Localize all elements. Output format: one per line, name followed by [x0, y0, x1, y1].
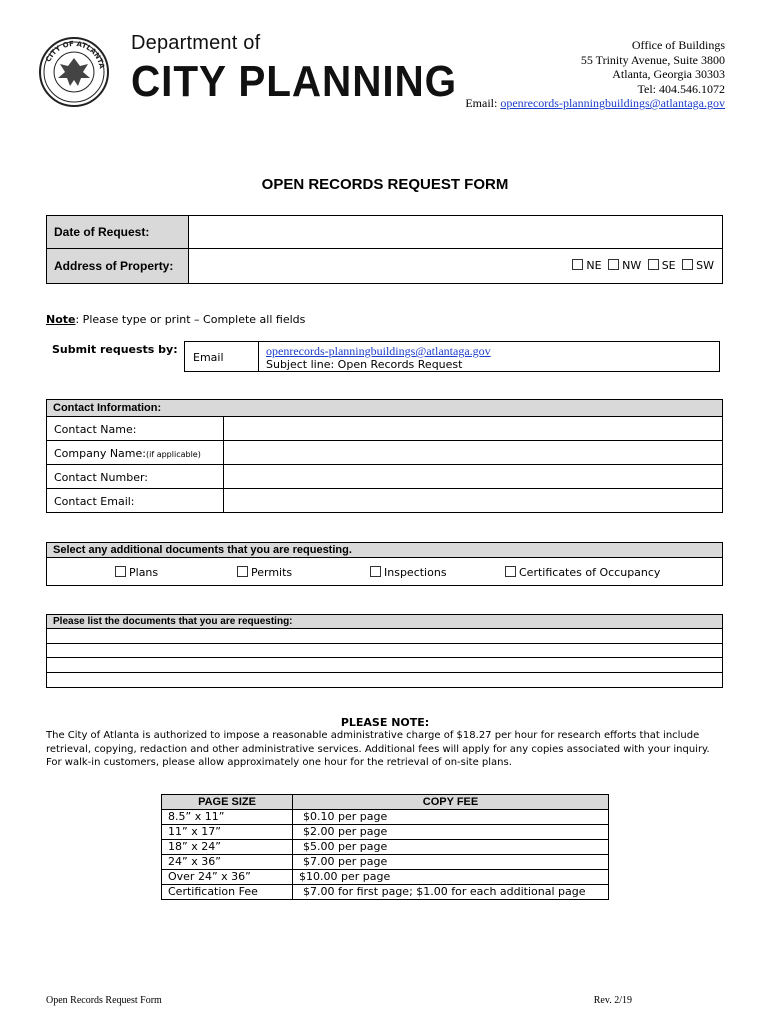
footer-form-name: Open Records Request Form	[46, 995, 162, 1006]
submit-label: Submit requests by:	[52, 343, 178, 356]
fee-col-copy-fee: COPY FEE	[293, 795, 609, 810]
contact-name-label: Contact Name:	[54, 423, 137, 436]
contact-number-input[interactable]	[223, 465, 723, 488]
note-line	[46, 313, 305, 326]
fee-amount: $2.00 per page	[293, 825, 609, 840]
checkbox-icon	[505, 566, 516, 577]
table-row	[162, 840, 609, 855]
office-email-label: Email:	[465, 96, 498, 110]
checkbox-icon	[237, 566, 248, 577]
doc-option-inspections[interactable]: Inspections	[370, 566, 447, 579]
checkbox-icon	[115, 566, 126, 577]
fee-amount: $0.10 per page	[293, 810, 609, 825]
submit-subject: Subject line: Open Records Request	[266, 358, 463, 371]
fee-table-header	[162, 795, 609, 810]
quadrant-se[interactable]: SE	[648, 259, 676, 272]
company-name-row	[47, 441, 722, 465]
fee-size: 18” x 24”	[162, 840, 293, 855]
doc-option-certificates[interactable]: Certificates of Occupancy	[505, 566, 660, 579]
date-label: Date of Request:	[54, 225, 150, 239]
fee-size: 24” x 36”	[162, 855, 293, 870]
company-name-hint: (if applicable)	[146, 450, 201, 459]
please-note-line3: For walk-in customers, please allow approximately one hour for the retrieval of on-site plans.	[46, 757, 512, 768]
please-note-title: PLEASE NOTE:	[340, 716, 430, 729]
submit-method: Email	[193, 351, 224, 364]
checkbox-icon	[648, 259, 659, 270]
doc-option-plans[interactable]: Plans	[115, 566, 158, 579]
office-email-link[interactable]: openrecords-planningbuildings@atlantaga.gov	[500, 96, 725, 110]
please-note-line2: retrieval, copying, redaction and other administrative services. Additional fees will apply for any copies associated with your inquiry.	[46, 743, 710, 755]
form-title: OPEN RECORDS REQUEST FORM	[261, 176, 509, 193]
list-line-3[interactable]	[46, 657, 723, 673]
contact-name-row	[47, 417, 722, 441]
contact-email-label: Contact Email:	[54, 495, 135, 508]
contact-name-input[interactable]	[223, 417, 723, 440]
checkbox-icon	[370, 566, 381, 577]
submit-details-cell	[258, 341, 720, 372]
fee-amount: $7.00 per page	[293, 855, 609, 870]
please-note-body	[46, 729, 736, 770]
table-row	[162, 855, 609, 870]
checkbox-icon	[572, 259, 583, 270]
footer-revision: Rev. 2/19	[593, 995, 632, 1006]
fee-amount: $7.00 for first page; $1.00 for each additional page	[293, 885, 609, 900]
quadrant-nw[interactable]: NW	[608, 259, 641, 272]
city-seal-logo	[38, 36, 110, 108]
office-address1: 55 Trinity Avenue, Suite 3800	[580, 52, 725, 67]
please-note-line1: The City of Atlanta is authorized to impose a reasonable administrative charge of $18.27 per hour for research efforts that include	[46, 730, 700, 741]
fee-table	[161, 794, 609, 900]
quadrant-options	[572, 259, 714, 272]
fee-size: Over 24” x 36”	[162, 870, 293, 885]
office-phone: Tel: 404.546.1072	[637, 81, 725, 96]
list-line-1[interactable]	[46, 628, 723, 644]
fee-col-page-size: PAGE SIZE	[162, 795, 293, 810]
office-name: Office of Buildings	[631, 38, 725, 52]
request-table	[46, 215, 723, 284]
note-text: : Please type or print – Complete all fields	[75, 313, 306, 326]
table-row	[162, 870, 609, 885]
contact-email-row	[47, 489, 722, 512]
note-label: Note	[46, 313, 76, 326]
submit-email-link[interactable]: openrecords-planningbuildings@atlantaga.gov	[266, 344, 491, 358]
company-name-input[interactable]	[223, 441, 723, 464]
list-line-2[interactable]	[46, 643, 723, 658]
office-address2: Atlanta, Georgia 30303	[612, 67, 725, 81]
contact-email-input[interactable]	[223, 489, 723, 512]
quadrant-ne[interactable]: NE	[572, 259, 601, 272]
address-label: Address of Property:	[54, 259, 174, 273]
department-label: Department of	[131, 32, 261, 54]
fee-size: 8.5” x 11”	[162, 810, 293, 825]
docs-header: Select any additional documents that you are requesting.	[46, 542, 723, 558]
contact-number-row	[47, 465, 722, 489]
fee-amount: $10.00 per page	[293, 870, 609, 885]
date-label-cell	[47, 216, 189, 249]
fee-size: Certification Fee	[162, 885, 293, 900]
table-row	[162, 825, 609, 840]
checkbox-icon	[608, 259, 619, 270]
contact-number-label: Contact Number:	[54, 471, 148, 484]
submit-method-cell	[184, 341, 259, 372]
list-header: Please list the documents that you are requesting:	[46, 614, 723, 629]
office-address-block	[465, 38, 725, 111]
quadrant-sw[interactable]: SW	[682, 259, 714, 272]
contact-header: Contact Information:	[46, 399, 723, 417]
table-row	[162, 810, 609, 825]
address-label-cell	[47, 249, 189, 283]
department-title: CITY PLANNING	[131, 57, 458, 106]
fee-size: 11” x 17”	[162, 825, 293, 840]
seal-text: CITY OF ATLANTA	[44, 39, 106, 70]
date-input[interactable]	[189, 216, 722, 249]
doc-option-permits[interactable]: Permits	[237, 566, 292, 579]
checkbox-icon	[682, 259, 693, 270]
fee-amount: $5.00 per page	[293, 840, 609, 855]
contact-table	[46, 416, 723, 513]
list-line-4[interactable]	[46, 672, 723, 688]
docs-options-row	[46, 557, 723, 586]
company-name-label: Company Name:	[54, 447, 146, 460]
table-row	[162, 885, 609, 900]
